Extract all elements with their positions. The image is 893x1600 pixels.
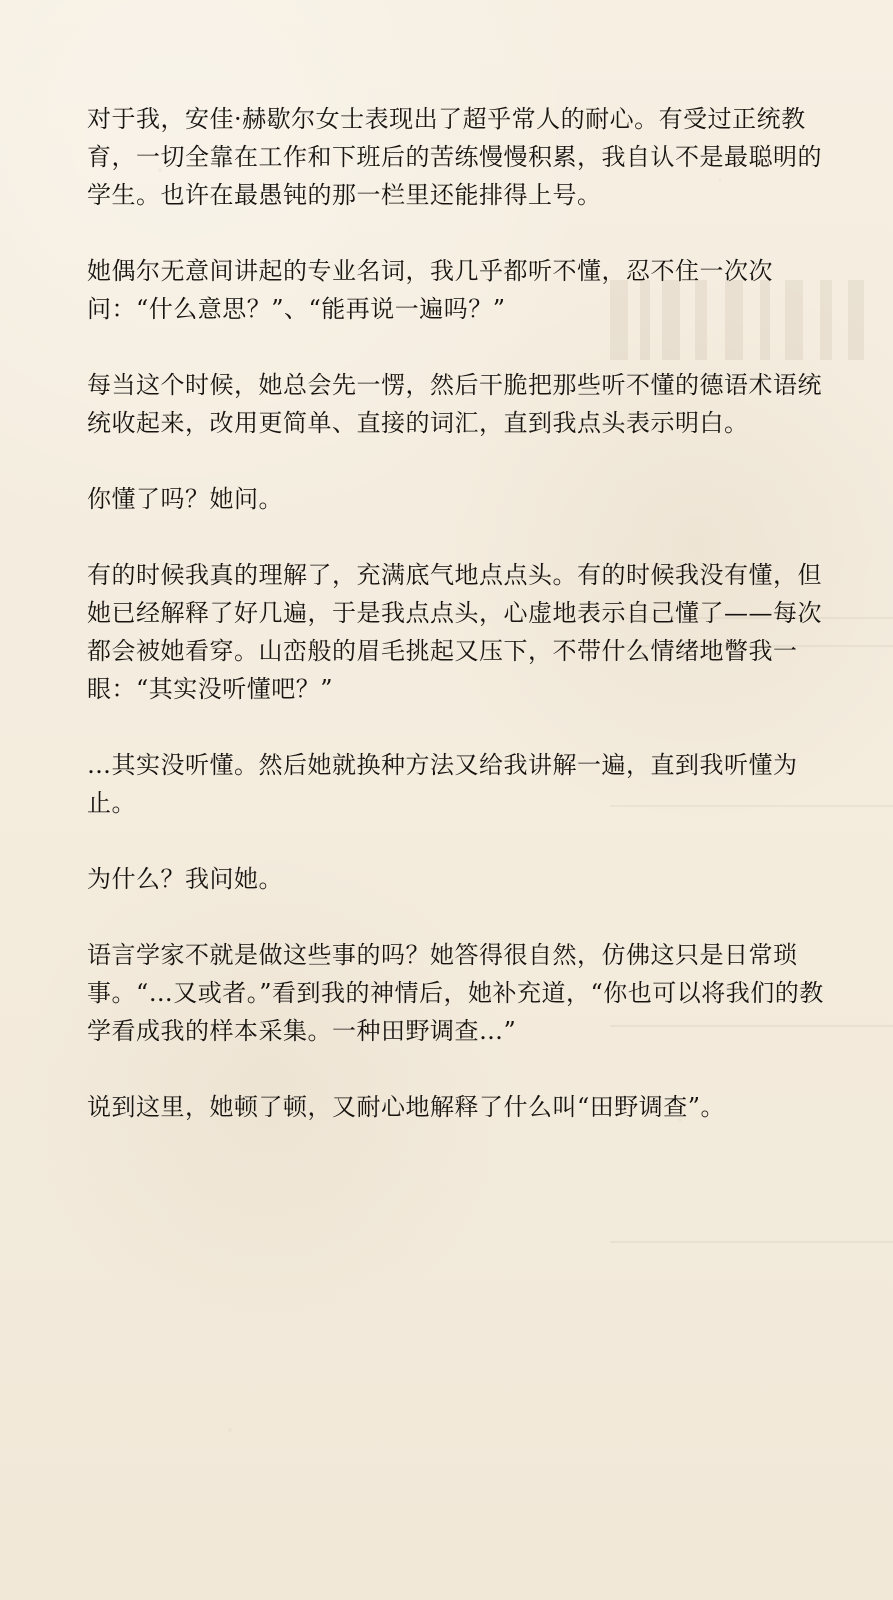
paragraph-2: 她偶尔无意间讲起的专业名词，我几乎都听不懂，忍不住一次次问：“什么意思？”、“能再说一遍吗？”: [87, 257, 773, 323]
text-column: [87, 100, 827, 1126]
paragraph-9: 说到这里，她顿了顿，又耐心地解释了什么叫“田野调查”。: [87, 1093, 726, 1121]
paragraph-5: 有的时候我真的理解了，充满底气地点点头。有的时候我没有懂，但她已经解释了好几遍，于是我点点头，心虚地表示自己懂了——每次都会被她看穿。山峦般的眉毛挑起又压下，不带什么情绪地瞥我一眼：“其实没听懂吧？”: [87, 561, 822, 703]
paragraph-3: 每当这个时候，她总会先一愣，然后干脆把那些听不懂的德语术语统统收起来，改用更简单、直接的词汇，直到我点头表示明白。: [87, 371, 822, 437]
paragraph-7: 为什么？我问她。: [87, 865, 283, 893]
paragraph-6: …其实没听懂。然后她就换种方法又给我讲解一遍，直到我听懂为止。: [87, 751, 798, 817]
paragraph-4: 你懂了吗？她问。: [87, 485, 283, 513]
paragraph-1: 对于我，安佳·赫歇尔女士表现出了超乎常人的耐心。有受过正统教育，一切全靠在工作和下班后的苦练慢慢积累，我自认不是最聪明的学生。也许在最愚钝的那一栏里还能排得上号。: [87, 105, 822, 209]
paragraph-8: 语言学家不就是做这些事的吗？她答得很自然，仿佛这只是日常琐事。“…又或者。”看到我的神情后，她补充道，“你也可以将我们的教学看成我的样本采集。一种田野调查…”: [87, 941, 824, 1045]
